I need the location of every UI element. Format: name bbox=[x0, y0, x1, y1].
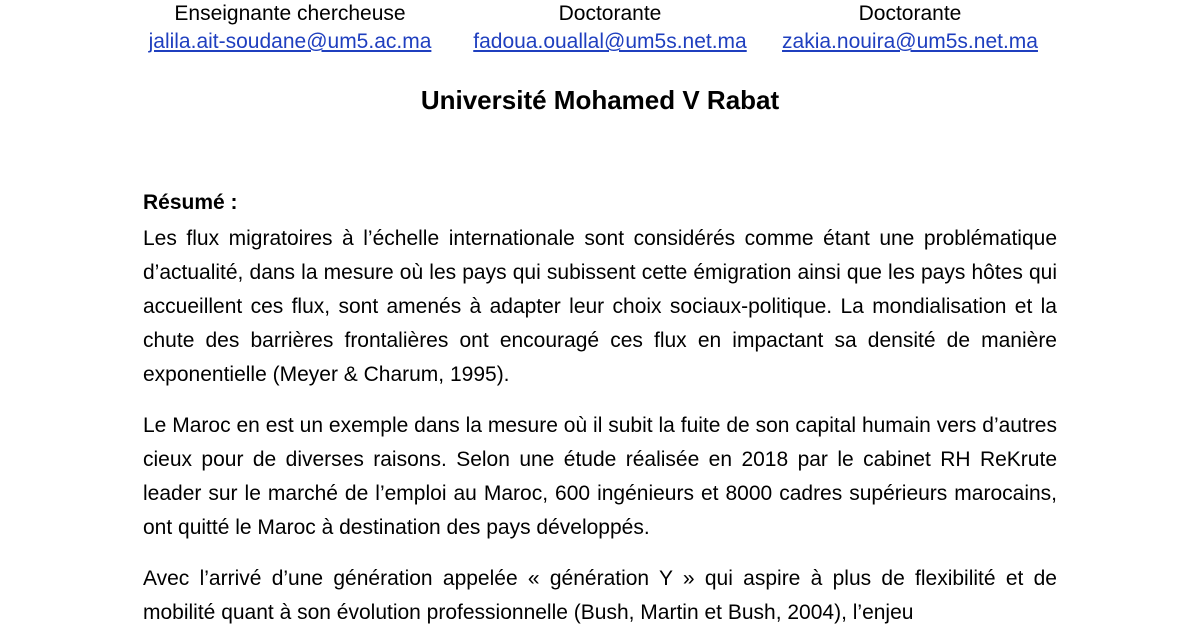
author-1 bbox=[140, 0, 440, 56]
abstract-paragraph-1: Les flux migratoires à l’échelle internationale sont considérés comme étant une problématique d’actualité, dans la mesure où les pays qui subissent cette émigration ainsi que les pays hôtes qui accueillent ces flux, sont amenés à adapter leur choix sociaux-politique. La mondialisation et la chute des barrières frontalières ont encouragé ces flux en impactant sa densité de manière exponentielle (Meyer & Charum, 1995). bbox=[143, 227, 1057, 386]
author-1-role: Enseignante chercheuse bbox=[174, 2, 406, 25]
author-block bbox=[140, 0, 1060, 60]
abstract-section bbox=[143, 188, 1057, 630]
abstract-paragraph-2: Le Maroc en est un exemple dans la mesure où il subit la fuite de son capital humain vers d’autres cieux pour de diverses raisons. Selon une étude réalisée en 2018 par le cabinet RH ReKrute leader sur le marché de l’emploi au Maroc, 600 ingénieurs et 8000 cadres supérieurs marocains, ont quitté le Maroc à destination des pays développés. bbox=[143, 414, 1057, 539]
author-1-email-link[interactable]: jalila.ait-soudane@um5.ac.ma bbox=[148, 30, 432, 53]
author-2-role: Doctorante bbox=[558, 2, 662, 25]
author-2 bbox=[460, 0, 760, 56]
author-3-role: Doctorante bbox=[858, 2, 962, 25]
author-3-email-link[interactable]: zakia.nouira@um5s.net.ma bbox=[782, 30, 1038, 53]
abstract-heading: Résumé : bbox=[143, 191, 238, 214]
author-3 bbox=[760, 0, 1060, 56]
author-2-email-link[interactable]: fadoua.ouallal@um5s.net.ma bbox=[473, 30, 747, 53]
abstract-paragraph-3: Avec l’arrivé d’une génération appelée « génération Y » qui aspire à plus de flexibilité et de mobilité quant à son évolution professionnelle (Bush, Martin et Bush, 2004), l’enjeu bbox=[143, 567, 1057, 624]
university-title: Université Mohamed V Rabat bbox=[420, 85, 780, 115]
